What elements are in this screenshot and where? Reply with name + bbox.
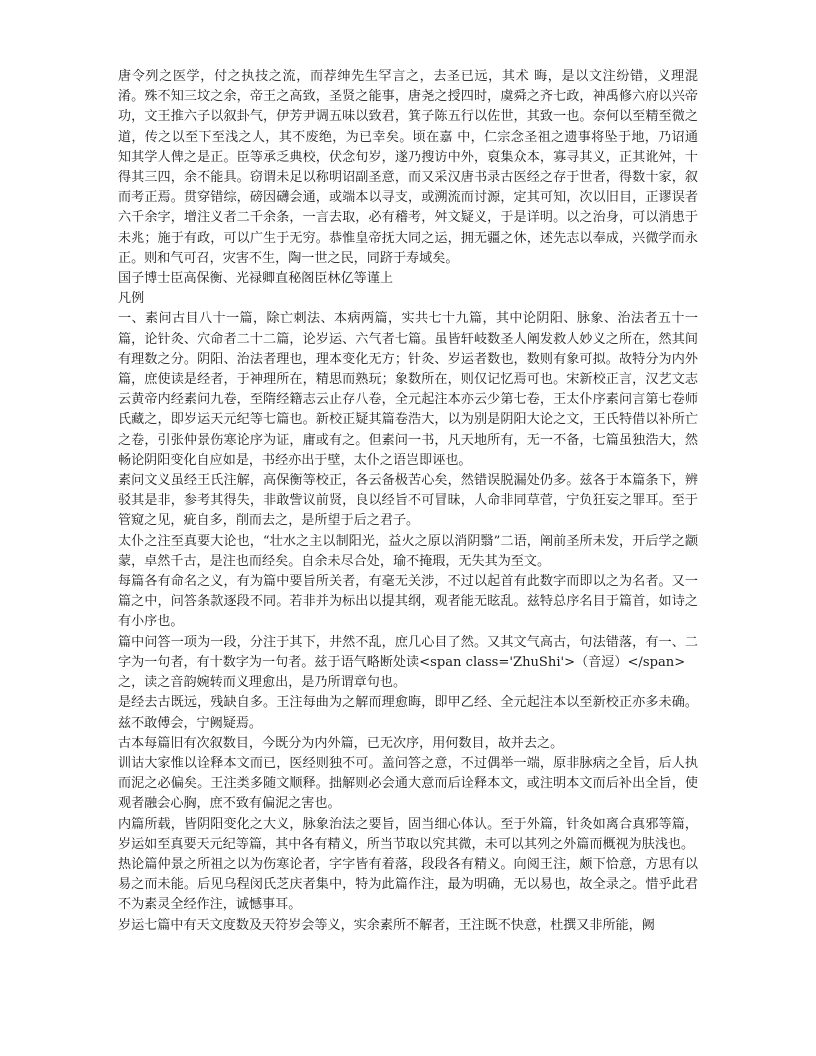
fanli-item-5: 篇中问答一项为一段，分注于其下，井然不乱，庶几心目了然。又其文气高古，句法错落，有一、二字为一句者，有十数字为一句者。兹于语气略断处读<span class='ZhuShi'>（音逗）</span> bbox=[118, 634, 698, 670]
fanli-item-7: 古本每篇旧有次叙数目，今既分为内外篇，已无次序，用何数目，故并去之。 bbox=[118, 735, 564, 751]
preface-paragraph: 唐令列之医学，付之执技之流，而荐绅先生罕言之，去圣已远，其术 晦，是以文注纷错，义理混淆。殊不知三坟之余，帝王之高致，圣贤之能事，唐尧之授四时，虞舜之齐七政，神禹修六府以兴帝功，文王推六子以叙卦气，伊芳尹调五味以致君，箕子陈五行以佐世，其致一也。奈何以至精至微之道，传之以至下至浅之人，其不废绝，为已幸矣。顷在嘉 中，仁宗念圣祖之遗事将坠于地，乃诏通知其学人俾之是正。臣等承乏典校，伏念旬岁，遂乃搜访中外，裒集众本，寡寻其义，正其讹舛，十得其三四，余不能具。窃谓未足以称明诏副圣意，而又采汉唐书录古医经之存于世者，得数十家，叙而考正焉。贯穿错综，磅因礴会通，或端本以寻支，或溯流而讨源，定其可知，次以旧目，正谬误者六千余字，增注义者二千余条，一言去取，必有稽考，舛文疑义，于是详明。以之治身，可以消患于未兆；施于有政，可以广生于无穷。恭惟皇帝抚大同之运，拥无疆之休，述先志以奉成，兴微学而永正。则和气可召，灾害不生，陶一世之民，同跻于寿域矣。 bbox=[118, 69, 698, 266]
fanli-item-5-continued: 之，读之音韵婉转而义理愈出，是乃所谓章句也。 bbox=[118, 675, 407, 691]
signature-line: 国子博士臣高保衡、光禄卿直秘阁臣林亿等谨上 bbox=[118, 271, 393, 287]
fanli-item-11: 岁运七篇中有天文度数及天符岁会等义，实余素所不解者，王注既不快意，杜撰又非所能，阙 bbox=[118, 917, 655, 933]
document-page bbox=[118, 67, 698, 936]
fanli-item-2: 素问文义虽经王氏注解，高保衡等校正，各云备极苦心矣，然错误脱漏处仍多。兹各于本篇条下，辨驳其是非，参考其得失，非敢訾议前贤，良以经旨不可冒昧，人命非同草菅，宁负狂妄之罪耳。至于管窥之见，疵自多，削而去之，是所望于后之君子。 bbox=[118, 473, 698, 529]
fanli-item-10: 热论篇仲景之所祖之以为伤寒论者，字字皆有着落，段段各有精义。向阅王注，颇下恰意，方思有以易之而未能。后见乌程闵氏芝庆者集中，特为此篇作注，最为明确，无以易也，故全录之。惜乎此君不为素灵全经作注，诚憾事耳。 bbox=[118, 856, 698, 913]
fanli-item-6: 是经去古既远，残缺自多。王注每曲为之解而理愈晦，即甲乙经、全元起注本以至新校正亦多未确。兹不敢傅会，宁阙疑焉。 bbox=[118, 695, 698, 731]
fanli-item-1: 一、素问古目八十一篇，除亡刺法、本病两篇，实共七十九篇，其中论阴阳、脉象、治法者五十一篇，论针灸、穴命者二十二篇，论岁运、六气者七篇。虽皆轩岐数圣人阐发救人妙义之所在，然其间有理数之分。阴阳、治法者理也，理本变化无方；针灸、岁运者数也，数则有象可拟。故特分为内外篇，庶使读是经者，于神理所在，精思而熟玩；象数所在，则仅记忆焉可也。宋新校正言，汉艺文志云黄帝内经素问九卷，至隋经籍志云止存八卷，全元起注本亦云少第七卷，王太仆序素问言第七卷师氏藏之，即岁运天元纪等七篇也。新校正疑其篇卷浩大，以为别是阴阳大论之文，王氏特借以补所亡之卷，引张仲景伤寒论序为证，庸或有之。但素问一书，凡天地所有，无一不备，七篇虽独浩大，然畅论阴阳变化自应如是，书经亦出于壁，太仆之语岂即诬也。 bbox=[118, 311, 698, 468]
fanli-item-8: 训诂大家惟以诠释本文而已，医经则独不可。盖问答之意，不过偶举一端，原非脉病之全旨，后人执而泥之必偏矣。王注类多随文顺释。拙解则必会通大意而后诠释本文，或注明本文而后补出全旨，使观者融会心胸，庶不致有偏泥之害也。 bbox=[118, 755, 698, 812]
fanli-item-3: 太仆之注至真要大论也，“壮水之主以制阳光，益火之原以消阴翳”二语，阐前圣所未发，开后学之颛蒙，卓然千古，是注也而经矣。自余未尽合处，瑜不掩瑕，无失其为至文。 bbox=[118, 533, 698, 569]
section-heading-fanli: 凡例 bbox=[118, 291, 145, 307]
fanli-item-4: 每篇各有命名之义，有为篇中要旨所关者，有毫无关涉，不过以起首有此数字而即以之为名者。又一篇之中，问答条款逐段不同。若非并为标出以提其纲，观者能无眩乱。兹特总序名目于篇首，如诗之有小序也。 bbox=[118, 574, 698, 630]
fanli-item-9: 内篇所载，皆阴阳变化之大义，脉象治法之要旨，固当细心体认。至于外篇，针灸如离合真邪等篇，岁运如至真要天元纪等篇，其中各有精义，所当节取以究其微，未可以其列之外篇而概视为肤浅也。 bbox=[118, 816, 698, 852]
